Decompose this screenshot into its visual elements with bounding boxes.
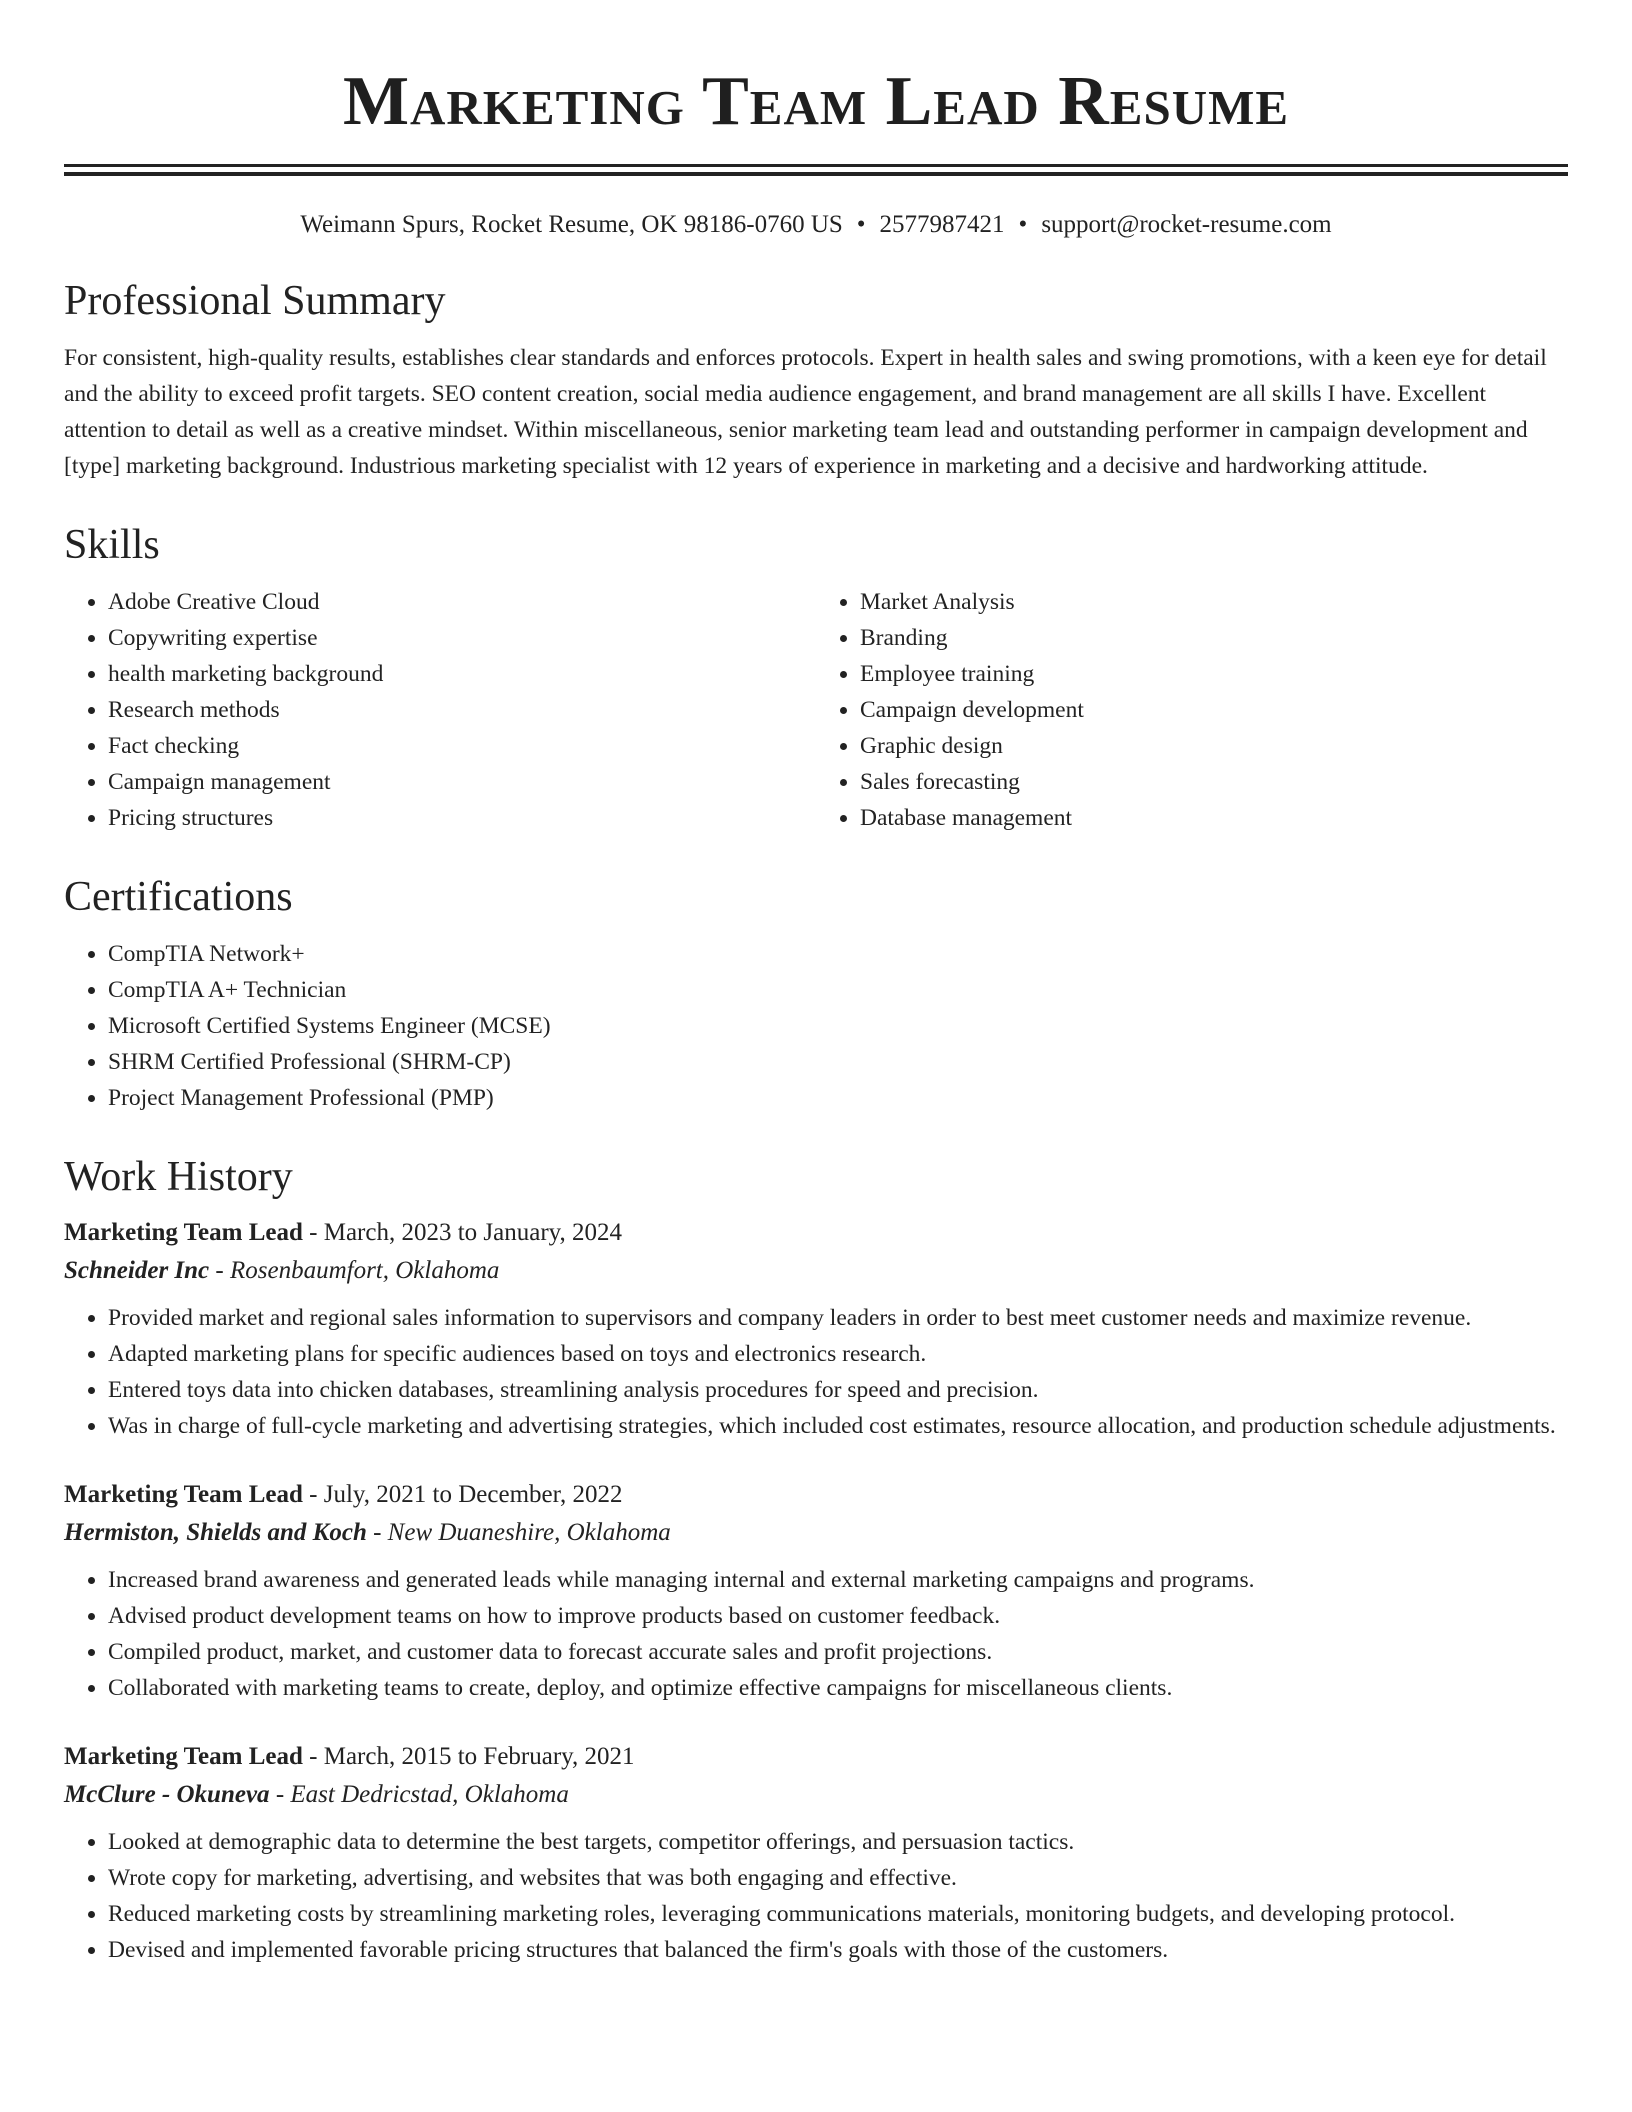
job-bullet: • Looked at demographic data to determine the best targets, competitor offerings, and persuasion tactics. [108, 1824, 1568, 1860]
skill-item: • Adobe Creative Cloud [108, 584, 816, 620]
job-entry [64, 1740, 1568, 1968]
job-location: - Rosenbaumfort, Oklahoma [209, 1257, 500, 1284]
job-org [64, 1778, 1568, 1812]
job-role: Marketing Team Lead [64, 1481, 303, 1508]
contact-email: support@rocket-resume.com [1041, 211, 1332, 238]
contact-address: Weimann Spurs, Rocket Resume, OK 98186-0760 US [300, 211, 843, 238]
skill-item: • Database management [860, 800, 1568, 836]
certifications-heading: Certifications [64, 874, 293, 920]
certifications-list [64, 936, 1568, 1116]
job-bullet: • Provided market and regional sales information to supervisors and company leaders in order to best meet customer needs and maximize revenue. [108, 1300, 1568, 1336]
job-bullet: • Reduced marketing costs by streamlining marketing roles, leveraging communications materials, monitoring budgets, and developing protocol. [108, 1896, 1568, 1932]
skill-item: • Branding [860, 620, 1568, 656]
contact-separator: • [1018, 211, 1028, 238]
skill-item: • Sales forecasting [860, 764, 1568, 800]
skill-item: • Fact checking [108, 728, 816, 764]
skill-item: • Market Analysis [860, 584, 1568, 620]
job-location: - East Dedricstad, Oklahoma [269, 1781, 569, 1808]
job-dates: - July, 2021 to December, 2022 [302, 1481, 623, 1508]
skill-item: • Copywriting expertise [108, 620, 816, 656]
job-org [64, 1516, 1568, 1550]
skill-item: • Research methods [108, 692, 816, 728]
job-company: Schneider Inc [64, 1257, 210, 1284]
summary-heading: Professional Summary [64, 278, 446, 324]
job-role: Marketing Team Lead [64, 1743, 303, 1770]
resume-title: Marketing Team Lead Resume [342, 63, 1290, 140]
job-bullet: • Adapted marketing plans for specific audiences based on toys and electronics research. [108, 1336, 1568, 1372]
job-header [64, 1478, 1568, 1512]
job-location: - New Duaneshire, Oklahoma [366, 1519, 671, 1546]
skills-columns [64, 584, 1568, 836]
contact-phone: 2577987421 [879, 211, 1005, 238]
job-bullet: • Was in charge of full-cycle marketing and advertising strategies, which included cost estimates, resource allocation, and production schedule adjustments. [108, 1408, 1568, 1444]
job-dates: - March, 2023 to January, 2024 [302, 1219, 623, 1246]
job-bullets [64, 1562, 1568, 1706]
certification-item: • Microsoft Certified Systems Engineer (MCSE) [108, 1008, 1568, 1044]
title-double-rule [64, 164, 1568, 176]
job-header [64, 1216, 1568, 1250]
skill-item: • Employee training [860, 656, 1568, 692]
job-role: Marketing Team Lead [64, 1219, 303, 1246]
contact-separator: • [856, 211, 866, 238]
skill-item: • Graphic design [860, 728, 1568, 764]
job-bullet: • Collaborated with marketing teams to create, deploy, and optimize effective campaigns for miscellaneous clients. [108, 1670, 1568, 1706]
skill-item: • health marketing background [108, 656, 816, 692]
skills-list-left [64, 584, 816, 836]
job-bullet: • Compiled product, market, and customer data to forecast accurate sales and profit projections. [108, 1634, 1568, 1670]
job-bullet: • Wrote copy for marketing, advertising, and websites that was both engaging and effective. [108, 1860, 1568, 1896]
skills-heading: Skills [64, 522, 160, 568]
job-header [64, 1740, 1568, 1774]
certification-item: • Project Management Professional (PMP) [108, 1080, 1568, 1116]
job-bullets [64, 1300, 1568, 1444]
certification-item: • CompTIA Network+ [108, 936, 1568, 972]
skill-item: • Campaign development [860, 692, 1568, 728]
resume-page [64, 0, 1568, 2002]
job-org [64, 1254, 1568, 1288]
skill-item: • Pricing structures [108, 800, 816, 836]
certification-item: • CompTIA A+ Technician [108, 972, 1568, 1008]
job-entry [64, 1478, 1568, 1706]
job-bullet: • Devised and implemented favorable pricing structures that balanced the firm's goals with those of the customers. [108, 1932, 1568, 1968]
skills-list-right [816, 584, 1568, 836]
job-company: Hermiston, Shields and Koch [64, 1519, 367, 1546]
job-bullet: • Advised product development teams on how to improve products based on customer feedback. [108, 1598, 1568, 1634]
summary-text: For consistent, high-quality results, establishes clear standards and enforces protocols. Expert in health sales and swing promotions, with a keen eye for detail and the ability to exceed profit targets. SEO content creation, social media audience engagement, and brand management are all skills I have. Excellent attention to detail as well as a creative mindset. Within miscellaneous, senior marketing team lead and outstanding performer in campaign development and [type] marketing background. Industrious marketing specialist with 12 years of experience in marketing and a decisive and hardworking attitude. [64, 345, 1547, 479]
job-bullets [64, 1824, 1568, 1968]
certification-item: • SHRM Certified Professional (SHRM-CP) [108, 1044, 1568, 1080]
job-bullet: • Increased brand awareness and generated leads while managing internal and external marketing campaigns and programs. [108, 1562, 1568, 1598]
job-entry [64, 1216, 1568, 1444]
job-dates: - March, 2015 to February, 2021 [302, 1743, 635, 1770]
skill-item: • Campaign management [108, 764, 816, 800]
job-bullet: • Entered toys data into chicken databases, streamlining analysis procedures for speed and precision. [108, 1372, 1568, 1408]
contact-line [64, 210, 1568, 240]
work-history-heading: Work History [64, 1154, 293, 1200]
job-company: McClure - Okuneva [64, 1781, 270, 1808]
